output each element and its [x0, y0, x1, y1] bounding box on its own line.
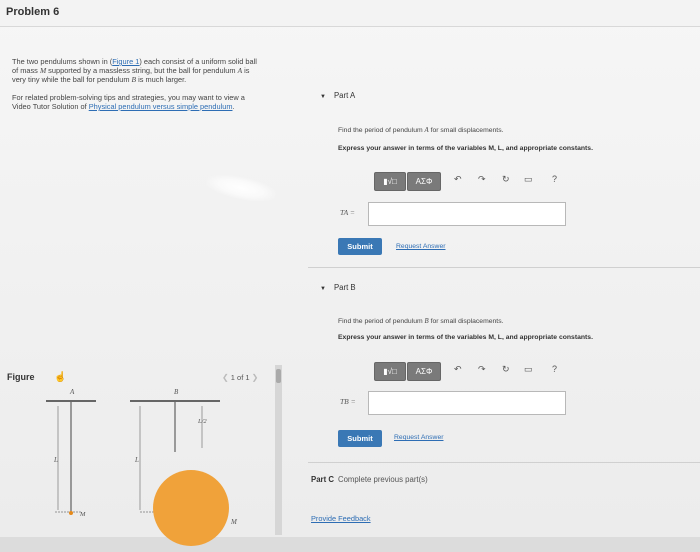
request-answer-link-b[interactable]: Request Answer	[394, 434, 444, 441]
part-a-instruction: Express your answer in terms of the variables M, L, and appropriate constants.	[338, 145, 593, 152]
header	[0, 0, 700, 27]
var-A: A	[237, 66, 243, 75]
figure-scrollbar[interactable]	[275, 365, 282, 535]
answer-label-tb: TB =	[340, 397, 356, 406]
intro-text: .	[232, 102, 235, 111]
ball-b	[153, 470, 229, 546]
divider	[308, 267, 700, 268]
part-a-math-toolbar	[374, 172, 574, 190]
redo-icon[interactable]: ↷	[478, 174, 486, 184]
keyboard-icon[interactable]: ▭	[524, 174, 533, 184]
triangle-down-icon: ▼	[320, 286, 326, 292]
template-button[interactable]: ▮√□	[374, 172, 406, 191]
part-a-header[interactable]	[320, 91, 355, 100]
submit-button-a[interactable]: Submit	[338, 238, 382, 255]
intro-paragraph-2	[12, 93, 264, 111]
part-a-answer-row	[340, 202, 570, 224]
ball-a	[69, 511, 73, 515]
part-b-title: Part B	[333, 283, 356, 292]
intro-text: For related problem-solving tips and strategies, you may want to view a Video Tutor Solution of	[12, 93, 245, 111]
part-b-math-toolbar	[374, 362, 574, 380]
pager-text: 1 of 1	[230, 373, 250, 382]
label-l-a: L	[54, 456, 58, 464]
part-c-title: Part C	[311, 475, 334, 484]
part-c-status: Complete previous part(s)	[337, 475, 428, 484]
var-B: B	[424, 318, 429, 325]
redo-icon[interactable]: ↷	[478, 364, 486, 374]
label-m-big: M	[231, 518, 237, 526]
figure-pager	[222, 373, 258, 382]
pendulum-figure	[30, 382, 270, 552]
chevron-left-icon[interactable]: ❮	[222, 373, 229, 382]
figure-label: Figure	[7, 372, 35, 382]
label-l-half: L/2	[198, 418, 207, 425]
template-button[interactable]: ▮√□	[374, 362, 406, 381]
label-b: B	[174, 388, 179, 396]
request-answer-link-a[interactable]: Request Answer	[396, 243, 446, 250]
help-icon[interactable]: ?	[552, 364, 558, 374]
undo-icon[interactable]: ↶	[454, 174, 462, 184]
parts-panel	[306, 27, 700, 537]
chevron-right-icon[interactable]: ❯	[251, 373, 259, 382]
var-A: A	[424, 127, 429, 134]
video-tutor-link[interactable]: Physical pendulum versus simple pendulum	[88, 102, 233, 111]
intro-text: is much larger.	[136, 75, 187, 84]
support-beam-a	[46, 400, 96, 402]
screen-glare	[204, 170, 277, 206]
answer-input-tb[interactable]	[368, 391, 566, 415]
answer-input-ta[interactable]	[368, 202, 566, 226]
part-a-question	[338, 127, 503, 134]
part-b-answer-row	[340, 391, 570, 413]
question-text: for small displacements.	[428, 127, 504, 134]
part-b-instruction: Express your answer in terms of the variables M, L, and appropriate constants.	[338, 334, 593, 341]
part-a-title: Part A	[333, 91, 356, 100]
var-M: M	[39, 66, 47, 75]
figure-link[interactable]: Figure 1	[112, 57, 140, 66]
undo-icon[interactable]: ↶	[454, 364, 462, 374]
divider	[308, 462, 700, 463]
question-text: Find the period of pendulum	[338, 318, 425, 325]
label-a: A	[70, 388, 75, 396]
question-text: for small displacements.	[428, 318, 504, 325]
reset-icon[interactable]: ↻	[502, 174, 510, 184]
help-icon[interactable]: ?	[552, 174, 558, 184]
greek-symbols-button[interactable]: ΑΣΦ	[407, 362, 441, 381]
part-c-header	[311, 475, 428, 484]
page-title: Problem 6	[6, 6, 60, 18]
triangle-down-icon: ▼	[320, 94, 326, 100]
question-text: Find the period of pendulum	[338, 127, 425, 134]
intro-text: The two pendulums shown in (	[12, 57, 113, 66]
answer-label-ta: TA =	[340, 208, 355, 217]
problem-panel	[0, 27, 290, 537]
submit-button-b[interactable]: Submit	[338, 430, 382, 447]
intro-text: is very tiny while the ball for pendulum	[12, 66, 250, 84]
intro-text: supported by a massless string, but the ball for pendulum	[46, 66, 238, 75]
scrollbar-thumb[interactable]	[276, 369, 281, 383]
label-m-small: M	[80, 511, 86, 518]
provide-feedback-link[interactable]: Provide Feedback	[311, 514, 371, 523]
keyboard-icon[interactable]: ▭	[524, 364, 533, 374]
problem-statement	[12, 57, 264, 120]
pointer-hand-icon: ☝	[54, 372, 67, 383]
intro-paragraph-1	[12, 57, 264, 84]
var-B: B	[131, 75, 137, 84]
intro-text: ) each consist of a uniform solid ball of mass	[12, 57, 257, 75]
part-b-header[interactable]	[320, 283, 356, 292]
reset-icon[interactable]: ↻	[502, 364, 510, 374]
support-beam-b	[130, 400, 220, 402]
part-b-question	[338, 318, 503, 325]
label-l-b: L	[135, 456, 139, 464]
greek-symbols-button[interactable]: ΑΣΦ	[407, 172, 441, 191]
